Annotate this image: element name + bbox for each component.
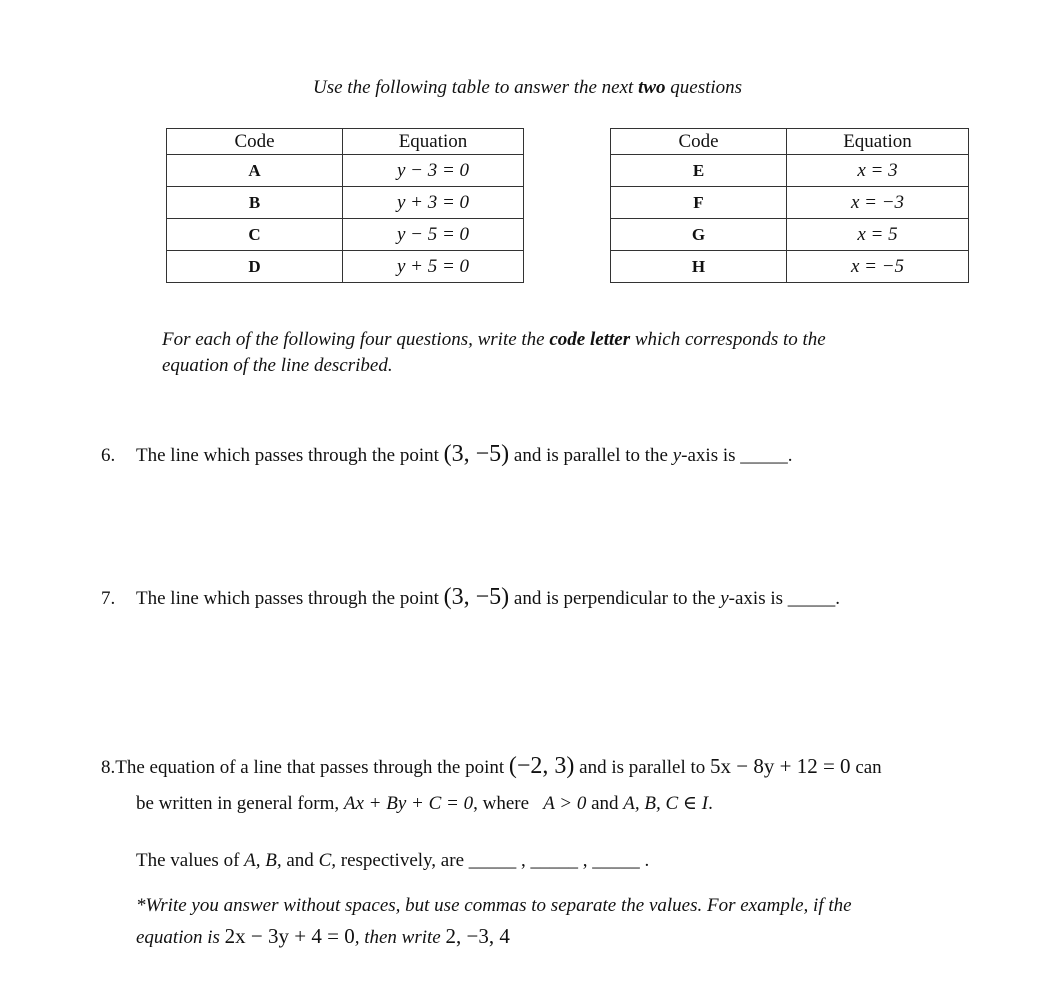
note-text: *Write you answer without spaces, but use commas to separate the values. For example, if the — [136, 895, 852, 916]
header-equation: Equation — [343, 129, 524, 155]
question-number: 7. — [101, 588, 116, 609]
equation-cell: x = 3 — [787, 155, 969, 187]
instructions-text-end: which corresponds to the — [630, 329, 826, 350]
instructions-text: For each of the following four questions, write the — [162, 329, 550, 350]
intro-bold: two — [638, 77, 666, 98]
condition: A, B, C ∈ I — [623, 793, 709, 814]
example-answer: 2, −3, 4 — [445, 924, 510, 948]
question-text: respectively, are — [336, 850, 469, 871]
question-7 — [101, 584, 840, 611]
question-text: The equation of a line that passes through the point — [115, 757, 509, 778]
table-row — [167, 155, 524, 187]
table-row — [611, 187, 969, 219]
variable: C, — [318, 850, 336, 871]
code-cell: G — [611, 219, 787, 251]
equation-table-y — [166, 128, 524, 283]
answer-note — [136, 891, 852, 953]
question-text: can — [850, 757, 882, 778]
answer-blanks[interactable]: _____ , _____ , _____ . — [468, 850, 650, 871]
question-8-values — [136, 850, 649, 872]
header-code: Code — [611, 129, 787, 155]
question-text: and — [586, 793, 624, 814]
note-text: equation is — [136, 927, 225, 948]
variable: A, B, — [244, 850, 282, 871]
question-number: 8. — [101, 757, 116, 778]
code-cell: H — [611, 251, 787, 283]
question-number: 6. — [101, 445, 116, 466]
header-code: Code — [167, 129, 343, 155]
question-text: The line which passes through the point — [136, 445, 444, 466]
table-row — [611, 219, 969, 251]
variable: y — [672, 445, 682, 466]
period: . — [835, 588, 841, 609]
instructions — [162, 327, 826, 379]
point: (3, −5) — [443, 441, 510, 467]
equation-cell: x = −3 — [787, 187, 969, 219]
code-cell: A — [167, 155, 343, 187]
table-intro — [313, 77, 742, 99]
table-row — [611, 155, 969, 187]
question-text: and is parallel to — [574, 757, 711, 778]
question-6 — [101, 441, 793, 468]
equation-cell: x = −5 — [787, 251, 969, 283]
table-row — [167, 187, 524, 219]
table-row — [611, 251, 969, 283]
intro-text-end: questions — [665, 77, 743, 98]
period: . — [787, 445, 793, 466]
code-cell: F — [611, 187, 787, 219]
table-row — [167, 219, 524, 251]
equation-cell: y − 5 = 0 — [343, 219, 524, 251]
header-equation: Equation — [787, 129, 969, 155]
question-text: -axis is — [681, 445, 741, 466]
answer-blank[interactable]: _____ — [787, 588, 836, 609]
question-text: The line which passes through the point — [136, 588, 444, 609]
code-cell: C — [167, 219, 343, 251]
question-8 — [101, 748, 882, 822]
point: (−2, 3) — [508, 753, 575, 779]
question-text: -axis is — [728, 588, 788, 609]
equation-table-x — [610, 128, 969, 283]
general-form: Ax + By + C = 0 — [343, 793, 474, 814]
equation-cell: y + 3 = 0 — [343, 187, 524, 219]
instructions-bold: code letter — [549, 329, 631, 350]
equation-cell: x = 5 — [787, 219, 969, 251]
code-cell: E — [611, 155, 787, 187]
intro-text: Use the following table to answer the next — [313, 77, 639, 98]
question-text: and — [281, 850, 319, 871]
instructions-line2: equation of the line described. — [162, 355, 393, 376]
question-text: and is parallel to the — [509, 445, 673, 466]
table-row — [167, 251, 524, 283]
point: (3, −5) — [443, 584, 510, 610]
code-cell: B — [167, 187, 343, 219]
question-text: , where — [473, 793, 534, 814]
answer-blank[interactable]: _____ — [740, 445, 788, 466]
condition: A > 0 — [543, 793, 587, 814]
question-text: be written in general form, — [136, 793, 344, 814]
note-text: , then write — [354, 927, 446, 948]
given-equation: 5x − 8y + 12 = 0 — [710, 754, 851, 778]
example-equation: 2x − 3y + 4 = 0 — [224, 924, 355, 948]
question-text: The values of — [136, 850, 245, 871]
equation-cell: y − 3 = 0 — [343, 155, 524, 187]
question-text: and is perpendicular to the — [509, 588, 721, 609]
period: . — [708, 793, 713, 814]
variable: y — [720, 588, 729, 609]
equation-cell: y + 5 = 0 — [343, 251, 524, 283]
code-cell: D — [167, 251, 343, 283]
